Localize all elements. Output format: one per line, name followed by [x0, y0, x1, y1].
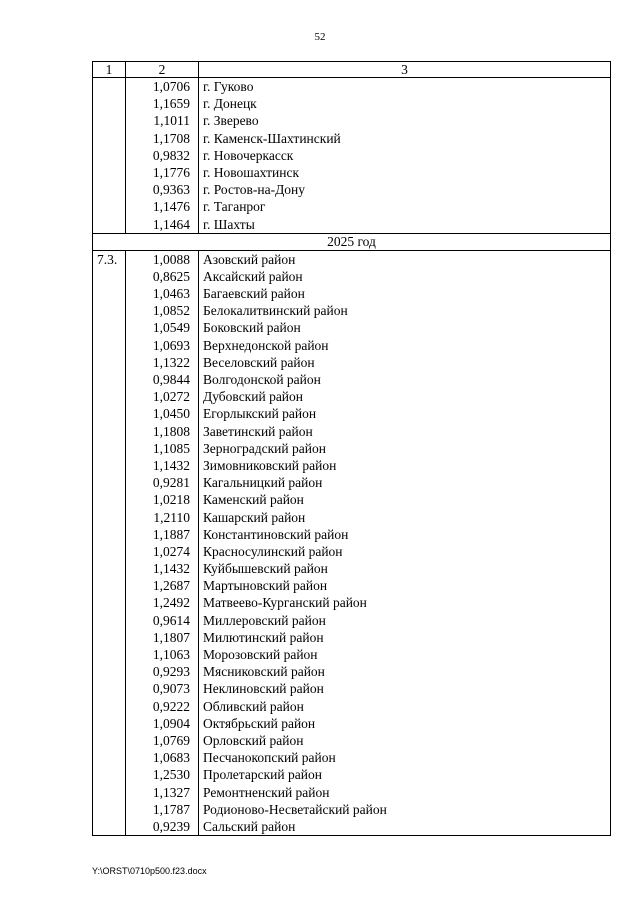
- coefficient-value: 1,1085: [152, 440, 190, 456]
- coefficient-value: 1,2492: [152, 595, 190, 611]
- page-number: 52: [314, 31, 326, 43]
- coefficient-value: 1,0769: [152, 732, 190, 748]
- district-name: Милютинский район: [203, 629, 324, 645]
- coefficient-value: 1,0683: [152, 750, 190, 766]
- table-row: [93, 250, 611, 835]
- coefficient-value: 0,9832: [152, 147, 190, 163]
- municipality-cell: [199, 78, 611, 234]
- item-number: 7.3.: [97, 251, 118, 267]
- district-name: Морозовский район: [203, 647, 318, 662]
- coefficient-value: 1,1659: [152, 96, 190, 112]
- coefficient-value: 0,9363: [152, 182, 190, 198]
- item-number-cell: [93, 78, 126, 234]
- district-name: Дубовский район: [203, 389, 304, 405]
- district-name: Орловский район: [203, 732, 304, 748]
- district-name: Каменский район: [203, 492, 304, 508]
- district-name: Обливский район: [203, 698, 304, 714]
- municipality-name: г. Шахты: [203, 216, 255, 232]
- district-name: Октябрьский район: [203, 715, 316, 731]
- coefficient-value: 1,1708: [152, 130, 190, 146]
- coefficient-value: 0,9281: [152, 475, 190, 491]
- coefficient-value: 1,1063: [152, 647, 190, 662]
- district-name: Волгодонской район: [203, 372, 321, 387]
- municipality-name: г. Ростов-на-Дону: [203, 182, 306, 198]
- coefficient-value: 0,9293: [152, 664, 190, 680]
- coefficient-value: 1,0450: [152, 406, 190, 422]
- district-name: Азовский район: [203, 251, 296, 267]
- coefficient-value: 1,1807: [152, 629, 190, 645]
- municipality-name: г. Каменск-Шахтинский: [203, 130, 341, 146]
- municipality-name: г. Гуково: [203, 79, 254, 94]
- district-name: Куйбышевский район: [203, 561, 328, 577]
- column-header-1: 1: [93, 62, 126, 78]
- coefficient-value: 1,2110: [153, 509, 190, 525]
- district-name: Белокалитвинский район: [203, 303, 348, 319]
- coefficient-value: 1,1432: [152, 561, 190, 577]
- coefficient-value: 1,1476: [152, 199, 190, 215]
- coefficient-value: 1,1432: [152, 457, 190, 473]
- district-name: Сальский район: [203, 818, 296, 834]
- coefficient-value: 1,1464: [152, 216, 190, 232]
- coefficient-value: 1,0706: [152, 79, 190, 94]
- district-name: Красносулинский район: [203, 543, 343, 559]
- district-name: Зерноградский район: [203, 440, 326, 456]
- coefficient-value: 1,1327: [152, 784, 190, 800]
- file-path-footer: Y:\ORST\0710p500.f23.docx: [92, 866, 207, 876]
- district-name: Константиновский район: [203, 526, 349, 542]
- table-header-row: [93, 62, 611, 78]
- coefficient-value: 0,8625: [152, 268, 190, 284]
- district-name: Миллеровский район: [203, 612, 326, 628]
- coefficient-cell: [126, 250, 199, 835]
- district-name: Матвеево-Курганский район: [203, 595, 367, 611]
- coefficient-value: 0,9222: [152, 698, 190, 714]
- district-name: Мясниковский район: [203, 664, 325, 680]
- coefficient-value: 1,0693: [152, 337, 190, 353]
- coefficient-value: 1,1011: [153, 113, 190, 129]
- district-name: Родионово-Несветайский район: [203, 801, 387, 817]
- district-cell: [199, 250, 611, 835]
- district-name: Кашарский район: [203, 509, 306, 525]
- district-name: Егорлыкский район: [203, 406, 317, 422]
- municipality-name: г. Зверево: [203, 113, 259, 129]
- column-header-3: 3: [199, 62, 611, 78]
- coefficient-value: 1,0088: [152, 251, 190, 267]
- district-name: Ремонтненский район: [203, 784, 330, 800]
- district-name: Кагальницкий район: [203, 475, 323, 491]
- coefficient-value: 1,1887: [152, 526, 190, 542]
- section-title: 2025 год: [93, 233, 611, 250]
- coefficient-value: 1,2530: [152, 767, 190, 783]
- table-row: [93, 78, 611, 234]
- district-name: Пролетарский район: [203, 767, 322, 783]
- coefficient-value: 1,1787: [152, 801, 190, 817]
- district-name: Заветинский район: [203, 423, 313, 439]
- coefficient-value: 1,0218: [152, 492, 190, 508]
- coefficient-value: 0,9614: [152, 612, 190, 628]
- coefficient-value: 1,0463: [152, 286, 190, 302]
- municipality-name: г. Новошахтинск: [203, 164, 299, 180]
- item-number-cell: [93, 250, 126, 835]
- section-row: [93, 233, 611, 250]
- district-name: Аксайский район: [203, 268, 303, 284]
- coefficients-table: [92, 61, 611, 836]
- coefficient-value: 1,0274: [152, 543, 190, 559]
- coefficient-value: 0,9239: [152, 818, 190, 834]
- coefficient-value: 1,0549: [152, 320, 190, 336]
- district-name: Песчанокопский район: [203, 750, 336, 766]
- district-name: Багаевский район: [203, 286, 305, 302]
- coefficient-value: 1,0272: [152, 389, 190, 405]
- district-name: Неклиновский район: [203, 681, 324, 697]
- coefficient-value: 0,9844: [152, 372, 190, 387]
- municipality-name: г. Новочеркасск: [203, 147, 294, 163]
- district-name: Мартыновский район: [203, 578, 328, 594]
- district-name: Верхнедонской район: [203, 337, 329, 353]
- coefficient-value: 1,1776: [152, 164, 190, 180]
- municipality-name: г. Донецк: [203, 96, 257, 112]
- district-name: Боковский район: [203, 320, 301, 336]
- coefficient-value: 1,2687: [152, 578, 190, 594]
- district-name: Веселовский район: [203, 354, 315, 370]
- item-number: [97, 78, 125, 95]
- coefficient-value: 1,0852: [152, 303, 190, 319]
- coefficient-value: 1,1322: [152, 354, 190, 370]
- column-header-2: 2: [126, 62, 199, 78]
- municipality-name: г. Таганрог: [203, 199, 266, 215]
- coefficient-value: 0,9073: [152, 681, 190, 697]
- district-name: Зимовниковский район: [203, 457, 337, 473]
- coefficient-value: 1,0904: [152, 715, 190, 731]
- coefficient-value: 1,1808: [152, 423, 190, 439]
- coefficient-cell: [126, 78, 199, 234]
